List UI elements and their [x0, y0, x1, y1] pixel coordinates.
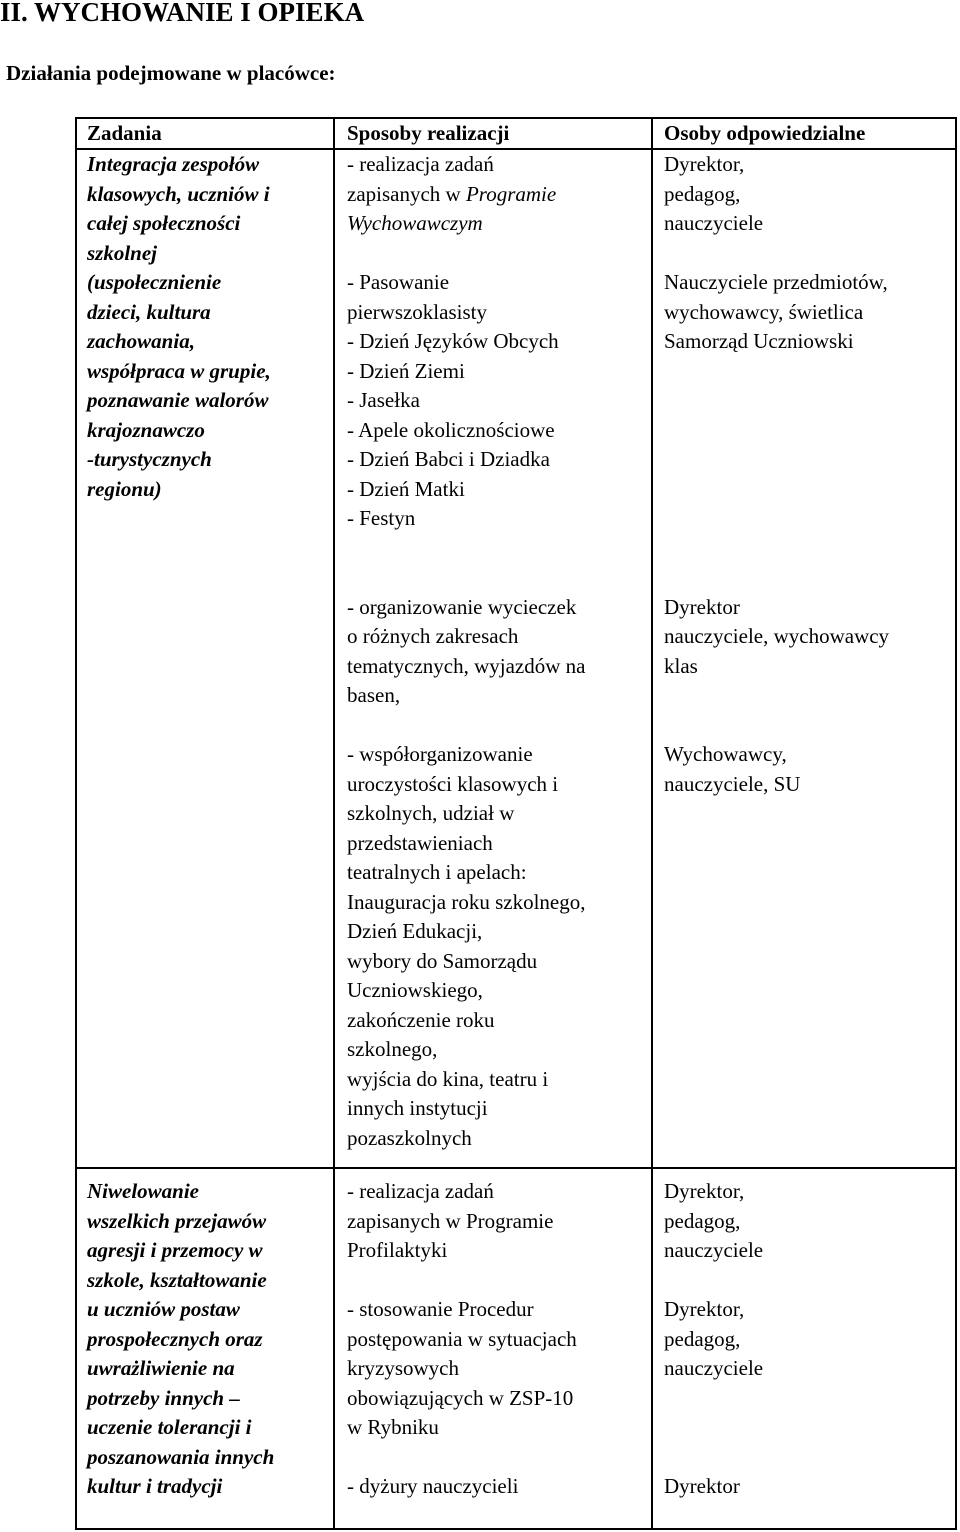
header-methods: Sposoby realizacji [347, 121, 510, 145]
row2-method-a-line: Profilaktyki [347, 1238, 448, 1262]
row1-resp-a-line: Dyrektor, [664, 152, 745, 176]
row1-method-b-line: - Apele okolicznościowe [347, 417, 555, 442]
row1-method-a-line: - realizacja zadań [347, 152, 494, 176]
row1-method-d-line: teatralnych i apelach: [347, 860, 527, 884]
row2-task-line: Niwelowanie [87, 1179, 200, 1203]
column-divider-1 [333, 117, 335, 1530]
row2-task [87, 1177, 274, 1502]
row1-task-line: krajoznawczo [87, 417, 205, 442]
row1-method-d-line: pozaszkolnych [347, 1125, 472, 1150]
row2-method-b-line: - stosowanie Procedur [347, 1297, 534, 1321]
row2-task-line: uwrażliwienie na [87, 1356, 235, 1380]
section-title: II. WYCHOWANIE I OPIEKA [0, 0, 365, 27]
row1-method-d-line: szkolnych, udział w [347, 801, 515, 825]
row1-method-c-line: o różnych zakresach [347, 624, 519, 648]
row1-task-line: zachowania, [87, 329, 195, 353]
row1-method-c-line: basen, [347, 683, 401, 707]
row2-method-a-line: - realizacja zadań [347, 1179, 494, 1203]
row1-task-line: regionu) [87, 476, 162, 501]
row2-task-line: szkole, kształtowanie [87, 1267, 267, 1292]
row2-resp-a-line: pedagog, [664, 1208, 741, 1233]
row1-method-c-line: tematycznych, wyjazdów na [347, 653, 586, 678]
row1-task-line: poznawanie walorów [87, 388, 269, 412]
row1-method-d-line: Uczniowskiego, [347, 978, 483, 1002]
row2-task-line: u uczniów postaw [87, 1297, 240, 1321]
row1-resp-d-line: Wychowawcy, [664, 742, 787, 766]
row1-method-d-line: - współorganizowanie [347, 742, 533, 766]
row1-method-b-line: - Jasełka [347, 388, 420, 412]
row1-method-b-line: - Festyn [347, 506, 416, 530]
program-name: Programie [465, 181, 557, 206]
table-border-bottom [75, 1528, 957, 1530]
row1-resp-d-line: nauczyciele, SU [664, 771, 801, 796]
row1-methods [347, 150, 586, 1153]
row1-method-d-line: Dzień Edukacji, [347, 919, 483, 943]
row1-method-b-line: - Dzień Babci i Dziadka [347, 447, 550, 471]
row1-task-line: (uspołecznienie [87, 270, 222, 294]
row2-task-line: potrzeby innych – [87, 1385, 240, 1410]
row1-responsible [664, 150, 889, 799]
program-name: Wychowawczym [347, 211, 483, 235]
row1-resp-c-line: klas [664, 653, 698, 678]
row2-method-b-line: w Rybniku [347, 1415, 439, 1439]
row1-resp-b-line: Samorząd Uczniowski [664, 329, 854, 353]
header-responsible: Osoby odpowiedzialne [664, 121, 866, 145]
row2-resp-a-line: Dyrektor, [664, 1179, 745, 1203]
row1-method-d-line: wybory do Samorządu [347, 948, 538, 973]
row1-method-a-line [347, 180, 586, 210]
row2-task-line: prospołecznych oraz [87, 1326, 263, 1351]
row1-task-line: -turystycznych [87, 447, 212, 471]
row2-task-line: agresji i przemocy w [87, 1238, 263, 1262]
row-divider [75, 1167, 957, 1169]
header-tasks: Zadania [87, 121, 162, 145]
page-subtitle: Działania podejmowane w placówce: [6, 61, 336, 85]
table-border-right [955, 117, 957, 1530]
row2-resp-c-line: Dyrektor [664, 1474, 740, 1498]
row2-resp-b-line: Dyrektor, [664, 1297, 745, 1321]
row2-task-line: poszanowania innych [87, 1444, 275, 1469]
row2-method-b-line: postępowania w sytuacjach [347, 1326, 577, 1351]
row1-method-b-line: pierwszoklasisty [347, 299, 487, 324]
row1-method-d-line: wyjścia do kina, teatru i [347, 1066, 549, 1091]
row1-resp-a-line: nauczyciele [664, 211, 764, 235]
row1-resp-c-line: nauczyciele, wychowawcy [664, 624, 890, 648]
row1-task [87, 150, 271, 504]
row2-resp-b-line: pedagog, [664, 1326, 741, 1351]
row1-method-b-line: - Dzień Języków Obcych [347, 329, 559, 353]
row1-method-d-line: szkolnego, [347, 1037, 438, 1061]
row1-task-line: dzieci, kultura [87, 299, 211, 324]
row1-resp-b-line: Nauczyciele przedmiotów, [664, 270, 888, 294]
table-border-left [75, 117, 77, 1530]
row1-method-b-line: - Pasowanie [347, 270, 450, 294]
row1-method-a-text: zapisanych w [347, 181, 466, 206]
row1-method-d-line: przedstawieniach [347, 830, 493, 855]
row1-method-d-line: innych instytucji [347, 1096, 488, 1120]
row2-method-a-line: zapisanych w Programie [347, 1208, 554, 1233]
row2-resp-a-line: nauczyciele [664, 1238, 764, 1262]
row2-methods [347, 1177, 577, 1502]
row2-method-b-line: obowiązujących w ZSP-10 [347, 1385, 574, 1410]
row2-method-b-line: kryzysowych [347, 1356, 459, 1380]
row1-task-line: klasowych, uczniów i [87, 181, 270, 206]
row2-task-line: uczenie tolerancji i [87, 1415, 252, 1439]
row1-method-c-line: - organizowanie wycieczek [347, 594, 577, 619]
row1-method-d-line: Inauguracja roku szkolnego, [347, 889, 586, 914]
row2-responsible [664, 1177, 763, 1502]
row1-task-line: całej społeczności [87, 211, 241, 235]
row2-resp-b-line: nauczyciele [664, 1356, 764, 1380]
row1-resp-c-line: Dyrektor [664, 594, 740, 619]
tasks-table [75, 117, 957, 1530]
row1-resp-a-line: pedagog, [664, 181, 741, 206]
row1-method-d-line: zakończenie roku [347, 1007, 495, 1032]
row1-task-line: szkolnej [87, 240, 158, 265]
row2-task-line: kultur i tradycji [87, 1474, 223, 1498]
row2-task-line: wszelkich przejawów [87, 1208, 267, 1233]
row1-task-line: Integracja zespołów [87, 152, 260, 176]
row1-method-b-line: - Dzień Matki [347, 476, 465, 501]
row1-method-b-line: - Dzień Ziemi [347, 358, 465, 383]
column-divider-2 [651, 117, 653, 1530]
row2-method-c-line: - dyżury nauczycieli [347, 1474, 519, 1498]
row1-resp-b-line: wychowawcy, świetlica [664, 299, 864, 324]
row1-method-d-line: uroczystości klasowych i [347, 771, 559, 796]
row1-task-line: współpraca w grupie, [87, 358, 271, 383]
